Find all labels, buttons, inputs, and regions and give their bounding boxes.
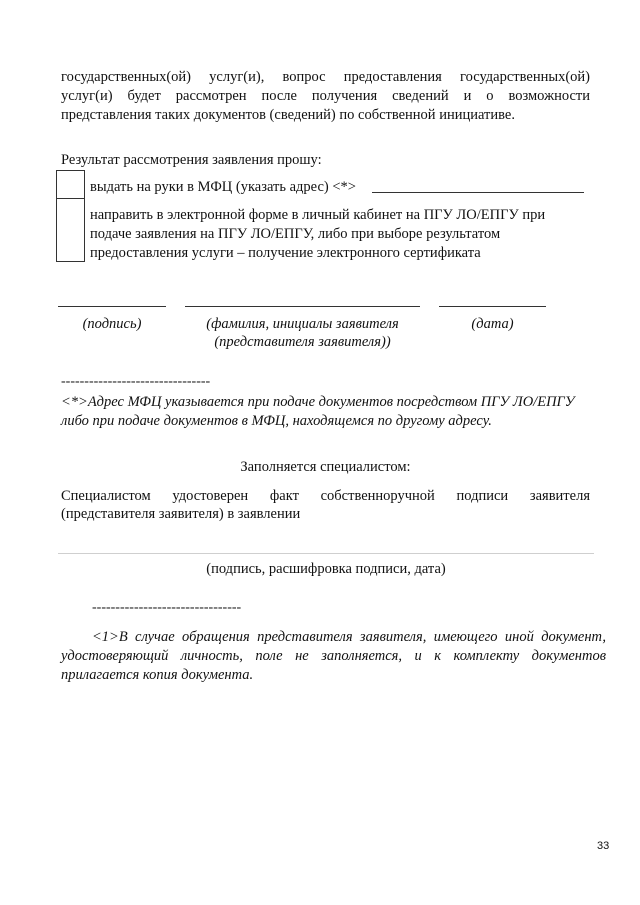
date-caption: (дата) <box>471 316 514 332</box>
option-electronic-line-2: подаче заявления на ПГУ ЛО/ЕПГУ, либо при выборе результатом <box>90 226 501 242</box>
specialist-heading: Заполняется специалистом: <box>240 459 411 475</box>
specialist-signature-line[interactable] <box>58 553 594 554</box>
signature-caption: (подпись) <box>82 316 142 332</box>
option-electronic-checkbox[interactable] <box>56 198 85 262</box>
address-line[interactable] <box>372 192 584 193</box>
page-number: 33 <box>597 840 610 852</box>
intro-line-3: представления таких документов (сведений) по собственной инициативе. <box>61 107 515 123</box>
option-electronic-line-1: направить в электронной форме в личный кабинет на ПГУ ЛО/ЕПГУ при <box>90 207 546 223</box>
footnote-line-2: либо при подаче документов в МФЦ, находящемся по другому адресу. <box>61 413 492 429</box>
option-pickup-checkbox[interactable] <box>56 170 85 199</box>
specialist-line-2: (представителя заявителя) в заявлении <box>61 506 301 522</box>
footnote-line-1: <*>Адрес МФЦ указывается при подаче документов посредством ПГУ ЛО/ЕПГУ <box>61 394 575 410</box>
date-line[interactable] <box>439 306 546 307</box>
specialist-line-1: Специалистом удостоверен факт собственноручной подписи заявителя <box>61 488 590 504</box>
result-heading: Результат рассмотрения заявления прошу: <box>61 152 322 168</box>
footnote2-line-1: <1>В случае обращения представителя заявителя, имеющего иной документ, <box>92 629 606 645</box>
footnote2-line-3: прилагается копия документа. <box>61 667 254 683</box>
specialist-caption: (подпись, расшифровка подписи, дата) <box>206 561 446 577</box>
signature-line[interactable] <box>58 306 166 307</box>
footnote2-line-2: удостоверяющий личность, поле не заполняется, и к комплекту документов <box>61 648 606 664</box>
footnote2-separator: -------------------------------- <box>92 600 242 615</box>
option-electronic-line-3: предоставления услуги – получение электронного сертификата <box>90 245 481 261</box>
option-pickup-label: выдать на руки в МФЦ (указать адрес) <*> <box>90 179 356 195</box>
name-line[interactable] <box>185 306 420 307</box>
name-caption-line-1: (фамилия, инициалы заявителя <box>206 316 399 332</box>
footnote-separator: -------------------------------- <box>61 374 211 389</box>
intro-line-2: услуг(и) будет рассмотрен после получения сведений и о возможности <box>61 88 590 104</box>
intro-line-1: государственных(ой) услуг(и), вопрос предоставления государственных(ой) <box>61 69 590 85</box>
name-caption-line-2: (представителя заявителя)) <box>214 334 391 350</box>
